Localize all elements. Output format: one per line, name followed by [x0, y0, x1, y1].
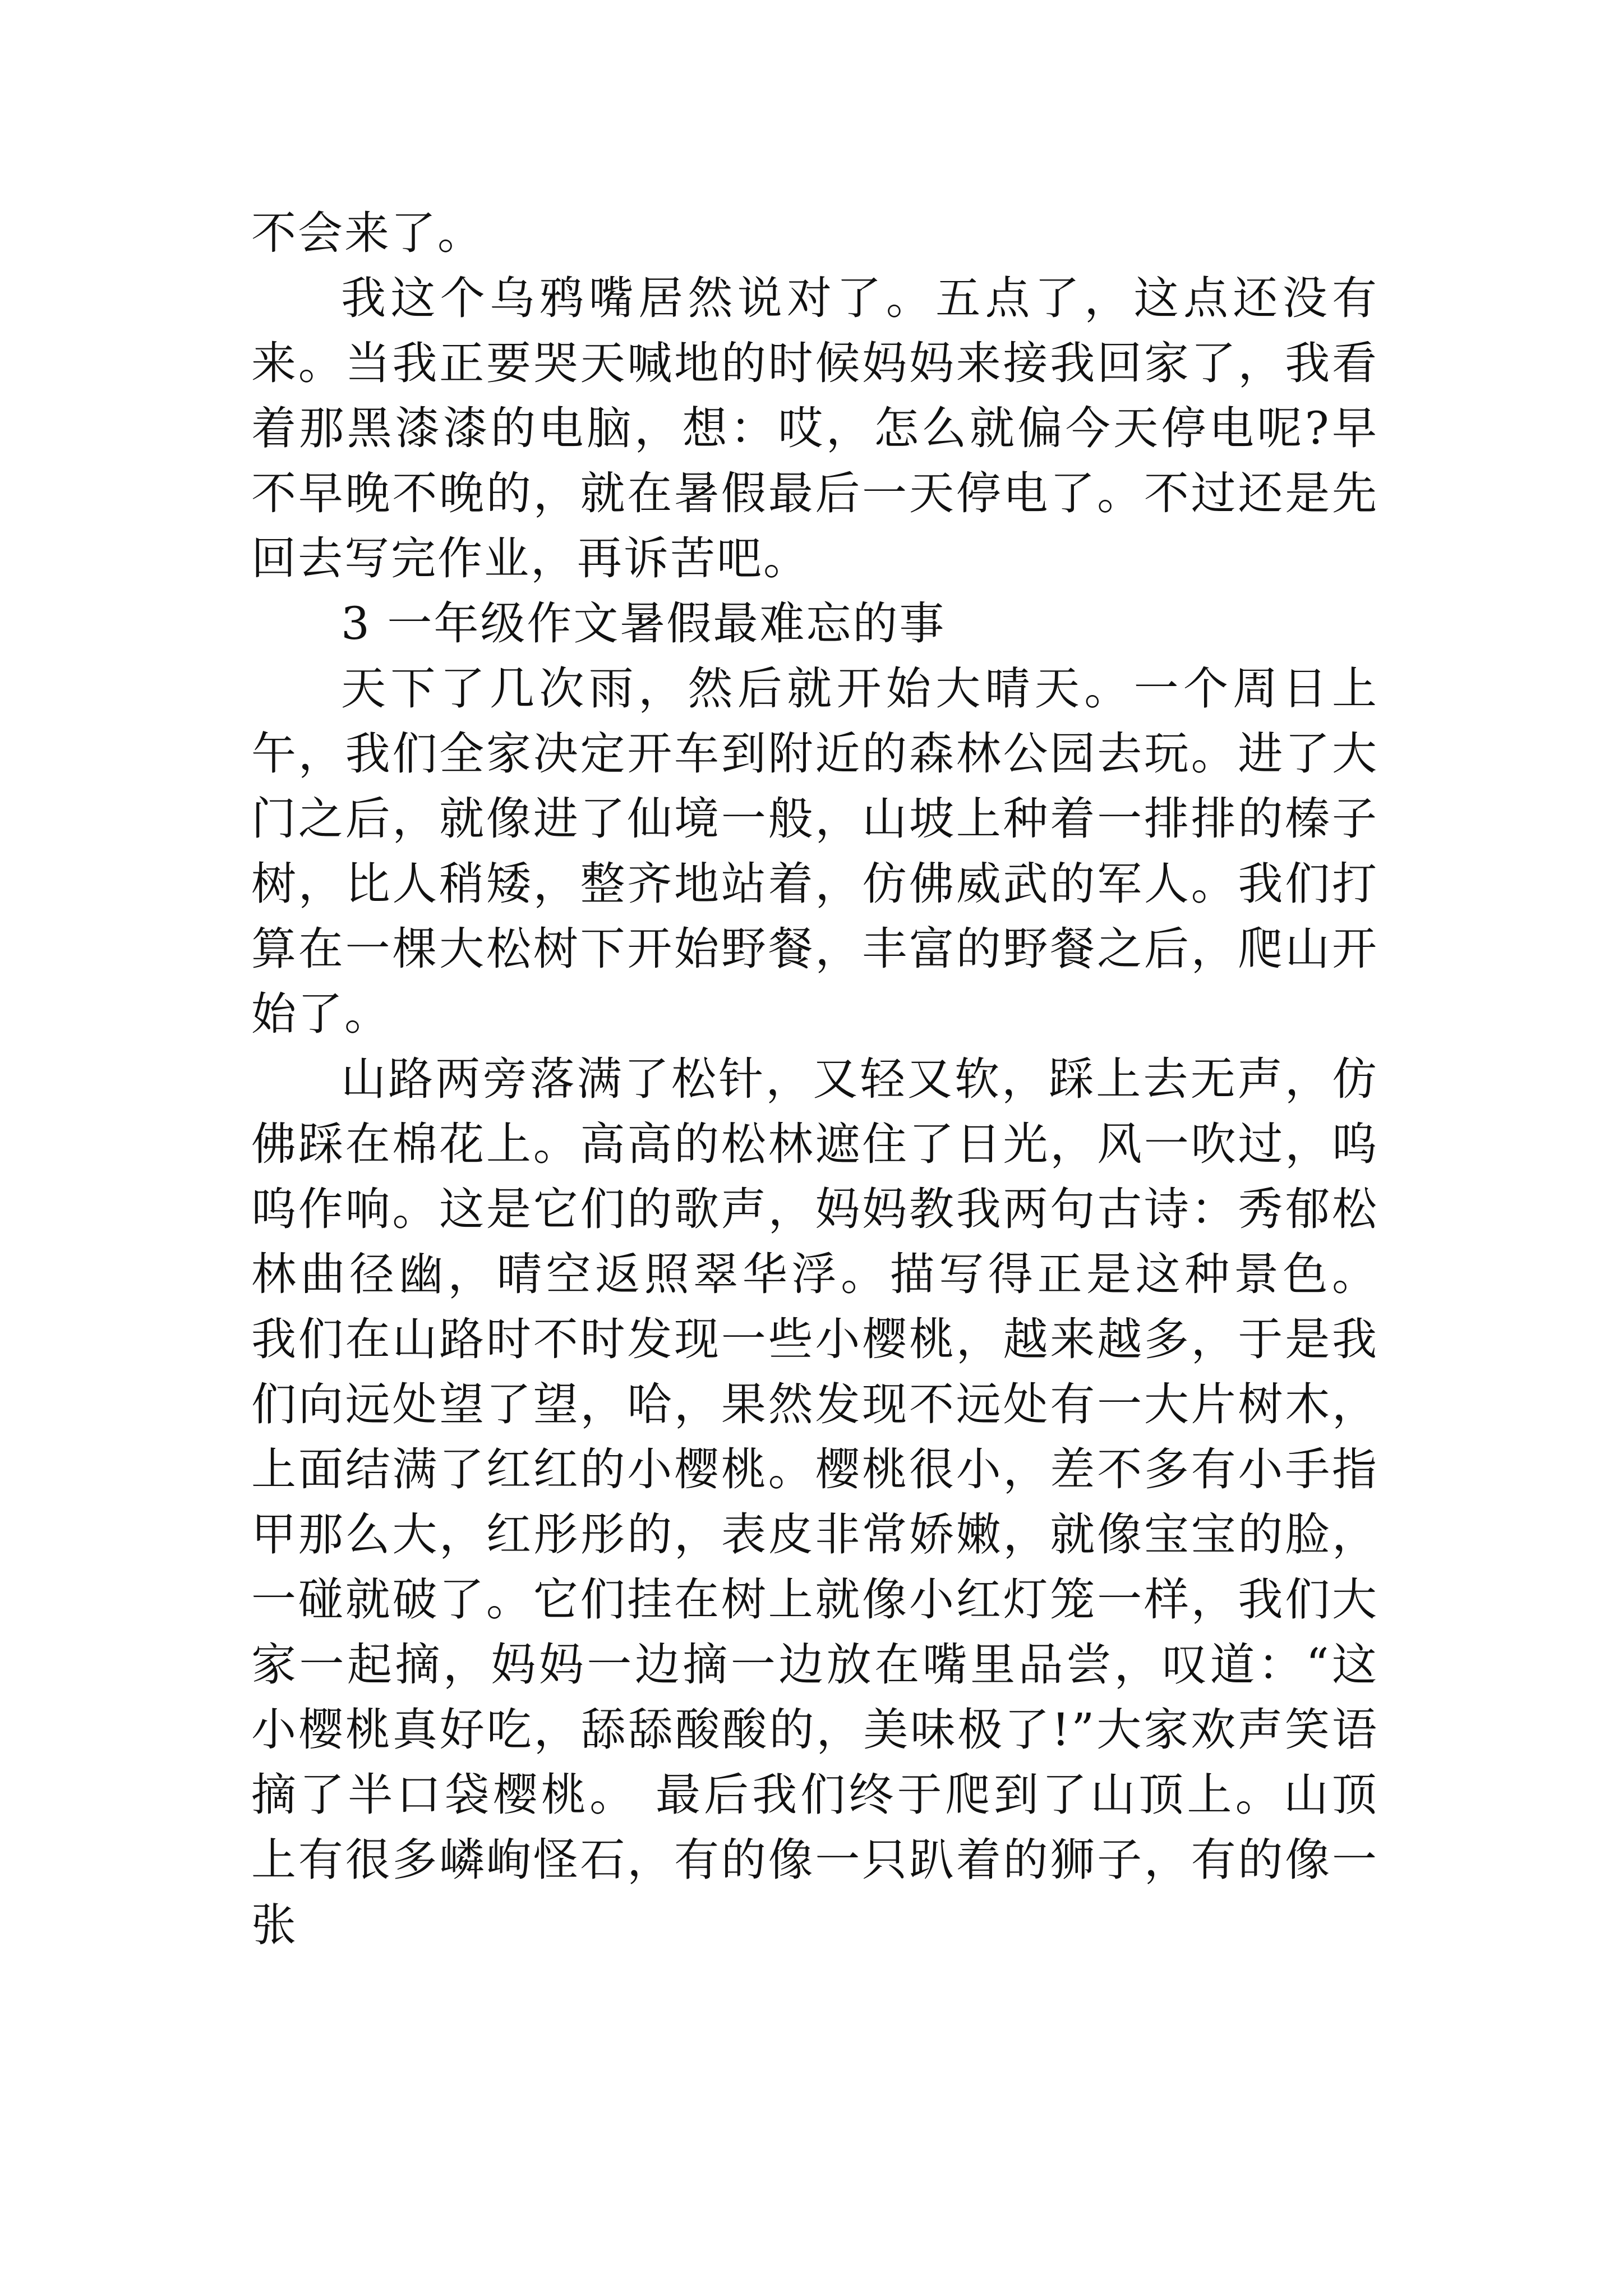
section-heading: 3 一年级作文暑假最难忘的事 [341, 597, 946, 650]
paragraph-mountain-path: 山路两旁落满了松针，又轻又软，踩上去无声，仿佛踩在棉花上。高高的松林遮住了日光，风一吹过，呜呜作响。这是它们的歌声，妈妈教我两句古诗：秀郁松林曲径幽，晴空返照翠华浮。描写得正是这种景色。 我们在山路时不时发现一些小樱桃，越来越多，于是我们向远处望了望，哈，果然发现不远处有一大片树木，上面结满了红红的小樱桃。樱桃很小，差不多有小手指甲那么大，红彤彤的，表皮非常娇嫩，就像宝宝的脸，一碰就破了。它们挂在树上就像小红灯笼一样，我们大家一起摘，妈妈一边摘一边放在嘴里品尝，叹道：“这小樱桃真好吃，舔舔酸酸的，美味极了!”大家欢声笑语摘了半口袋樱桃。 最后我们终于爬到了山顶上。山顶上有很多嶙峋怪石，有的像一只趴着的狮子，有的像一张 [251, 1053, 1378, 1951]
paragraph-forest-park: 天下了几次雨，然后就开始大晴天。一个周日上午，我们全家决定开车到附近的森林公园去玩。进了大门之后，就像进了仙境一般，山坡上种着一排排的榛子树，比人稍矮，整齐地站着，仿佛威武的军人。我们打算在一棵大松树下开始野餐，丰富的野餐之后，爬山开始了。 [251, 662, 1378, 1040]
document-body [251, 201, 1378, 1958]
paragraph-power-outage: 我这个乌鸦嘴居然说对了。五点了，这点还没有来。当我正要哭天喊地的时候妈妈来接我回家了，我看着那黑漆漆的电脑，想：哎，怎么就偏今天停电呢?早不早晚不晚的，就在暑假最后一天停电了。不过还是先回去写完作业，再诉苦吧。 [251, 272, 1378, 585]
paragraph-continuation: 不会来了。 [251, 207, 484, 259]
